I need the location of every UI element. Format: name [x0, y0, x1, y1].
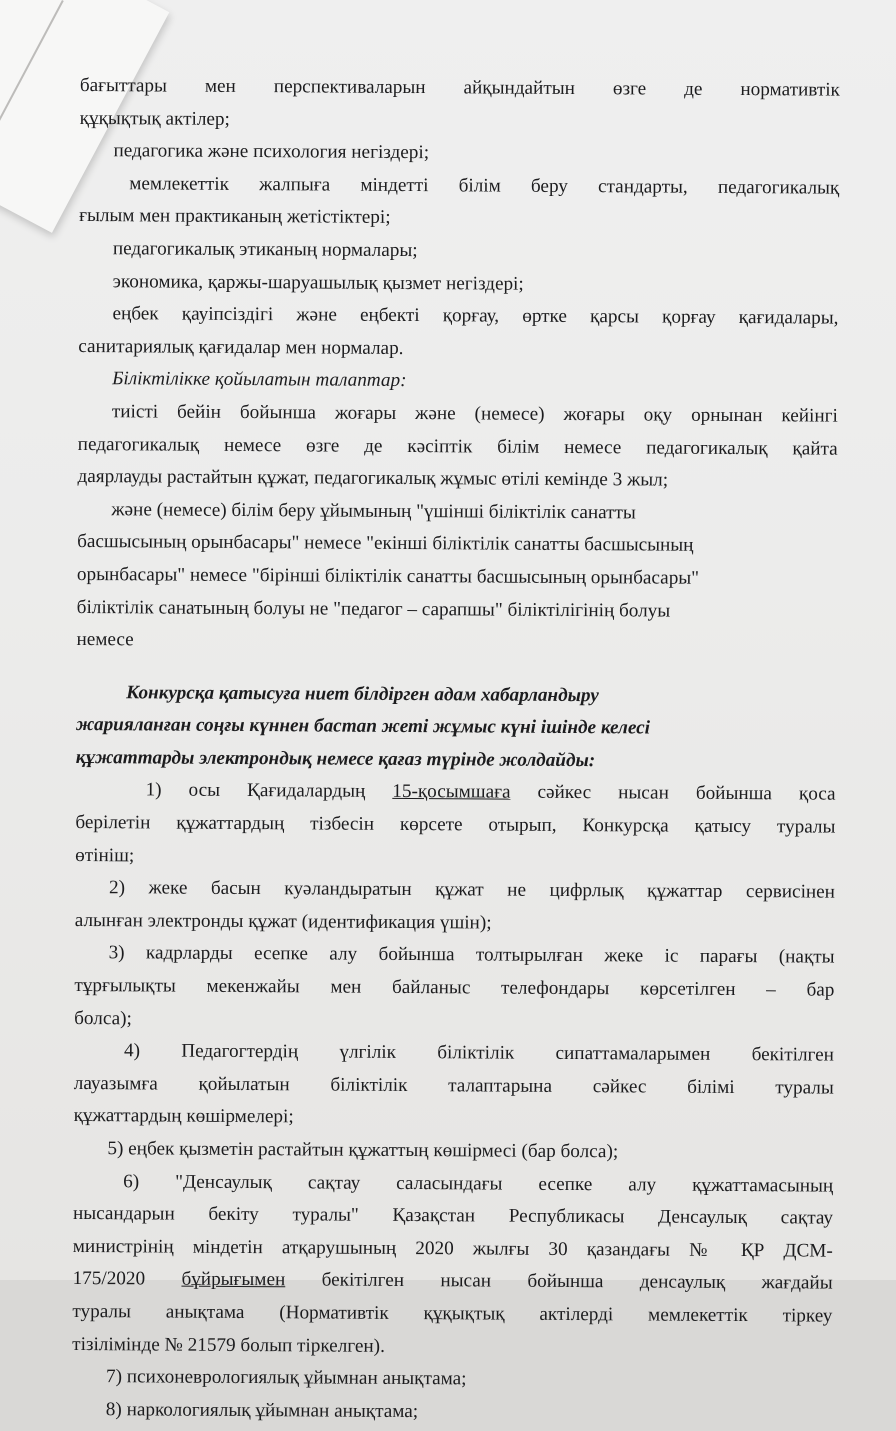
text-line: басшысының орынбасары" немесе "екінші біліктілік санатты басшысының	[77, 531, 694, 557]
text-line: өтініш;	[75, 844, 135, 867]
list-item-8	[72, 1394, 832, 1431]
text-line: бағыттары мен перспективаларын айқындайтын өзге де нормативтік	[79, 74, 840, 101]
document-text	[72, 70, 840, 1431]
text-line: педагогикалық немесе өзге де кәсіптік білім немесе педагогикалық қайта	[77, 433, 838, 460]
text-line: және (немесе) білім беру ұйымының "үшінші біліктілік санатты	[111, 498, 636, 524]
text-line: нысандарын бекіту туралы" Қазақстан Республикасы Денсаулық сақтау	[72, 1203, 834, 1229]
list-item-2	[75, 872, 835, 942]
text-line: ғылым мен практиканың жетістіктері;	[79, 205, 391, 229]
text-line: Біліктілікке қойылатын талаптар:	[112, 368, 407, 392]
submission-heading	[76, 677, 837, 779]
appendix-link[interactable]: 15-қосымшаға	[392, 781, 511, 804]
text-line: лауазымға қойылатын біліктілік талаптарына сәйкес білімі туралы	[73, 1072, 834, 1099]
list-item-6	[72, 1166, 833, 1366]
text-line: Конкурсқа қатысуға ниет білдірген адам хабарландыру	[126, 681, 599, 706]
paragraph	[77, 396, 838, 498]
list-item-4	[74, 1035, 835, 1137]
text-line: педагогикалық этиканың нормалары;	[112, 238, 418, 262]
paragraph	[79, 135, 839, 172]
text-line: немесе	[76, 629, 134, 651]
text-line: тізілімінде № 21579 болып тіркелген).	[72, 1333, 385, 1357]
text-line: құқықтық актілер;	[79, 107, 230, 130]
text-line: мемлекеттік жалпыға міндетті білім беру стандарты, педагогикалық	[129, 173, 840, 199]
list-item-3	[74, 937, 835, 1039]
order-link[interactable]: бұйрығымен	[181, 1269, 286, 1291]
text-fragment: бекітілген нысан бойынша денсаулық жағдайы	[321, 1269, 833, 1294]
text-line: біліктілік санатының болуы не "педагог – сарапшы" біліктілігінің болуы	[76, 596, 671, 622]
text-line: туралы анықтама (Нормативтік құқықтық актілерді мемлекеттік тіркеу	[72, 1300, 833, 1327]
paragraph	[79, 168, 839, 238]
text-line: жарияланған соңғы күннен бастап жеті жұмыс күні ішінде келесі	[75, 714, 651, 739]
text-line: 6) "Денсаулық сақтау саласындағы есепке алу құжаттамасының	[123, 1170, 834, 1197]
text-line: 5) еңбек қызметін растайтын құжаттың көшірмесі (бар болса);	[107, 1138, 619, 1163]
paragraph-heading	[78, 363, 838, 400]
text-line: 7) психоневрологиялық ұйымнан анықтама;	[105, 1366, 467, 1390]
text-line: 2) жеке басын куәландыратын құжат не цифрлық құжаттар сервисінен	[108, 877, 836, 903]
paragraph	[80, 70, 840, 140]
text-line: даярлауды растайтын құжат, педагогикалық жұмыс өтілі кемінде 3 жыл;	[77, 466, 669, 491]
paragraph	[79, 233, 839, 270]
text-line: берілетін құжаттардың тізбесін көрсете отырып, Конкурсқа қатысу туралы	[75, 812, 836, 838]
text-line: орынбасары" немесе "бірінші біліктілік санатты басшысының орынбасары"	[76, 563, 700, 589]
text-line: болса);	[74, 1007, 132, 1029]
text-line: 3) кадрларды есепке алу бойынша толтырылған жеке іс парағы (нақты	[108, 942, 835, 969]
text-line: тұрғылықты мекенжайы мен байланыс телефондары көрсетілген – бар	[74, 975, 835, 1001]
text-line: еңбек қауіпсіздігі және еңбекті қорғау, өртке қарсы қорғау қағидалары,	[112, 303, 839, 329]
text-line: санитариялық қағидалар мен нормалар.	[78, 335, 404, 359]
list-item-5	[73, 1133, 833, 1170]
text-line: алынған электронды құжат (идентификация үшін);	[74, 909, 492, 934]
text-line: 4) Педагогтердің үлгілік біліктілік сипаттамаларымен бекітілген	[123, 1040, 835, 1066]
paragraph	[78, 298, 838, 368]
paragraph	[76, 494, 837, 662]
text-line: құжаттардың көшірмелері;	[73, 1105, 294, 1128]
text-line	[73, 1263, 833, 1300]
list-item-1	[75, 774, 836, 876]
text-fragment: сәйкес нысан бойынша қоса	[537, 782, 836, 806]
text-line: педагогика және психология негіздері;	[113, 140, 430, 164]
text-line: құжаттарды электрондық немесе қағаз түрінде жолдайды:	[75, 746, 596, 772]
text-fragment: 1) осы Қағидалардың	[145, 779, 366, 803]
text-fragment: 175/2020	[72, 1268, 146, 1290]
text-line: экономика, қаржы-шаруашылық қызмет негіздері;	[112, 270, 524, 295]
text-line: 8) наркологиялық ұйымнан анықтама;	[105, 1398, 419, 1422]
paragraph	[79, 266, 839, 303]
list-item-7	[72, 1361, 832, 1398]
text-line: тиісті бейін бойынша жоғары және (немесе) жоғары оқу орнынан кейінгі	[111, 401, 838, 427]
text-line: министрінің міндетін атқарушының 2020 жылғы 30 қазандағы № ҚР ДСМ-	[72, 1235, 833, 1262]
text-line	[75, 774, 835, 811]
